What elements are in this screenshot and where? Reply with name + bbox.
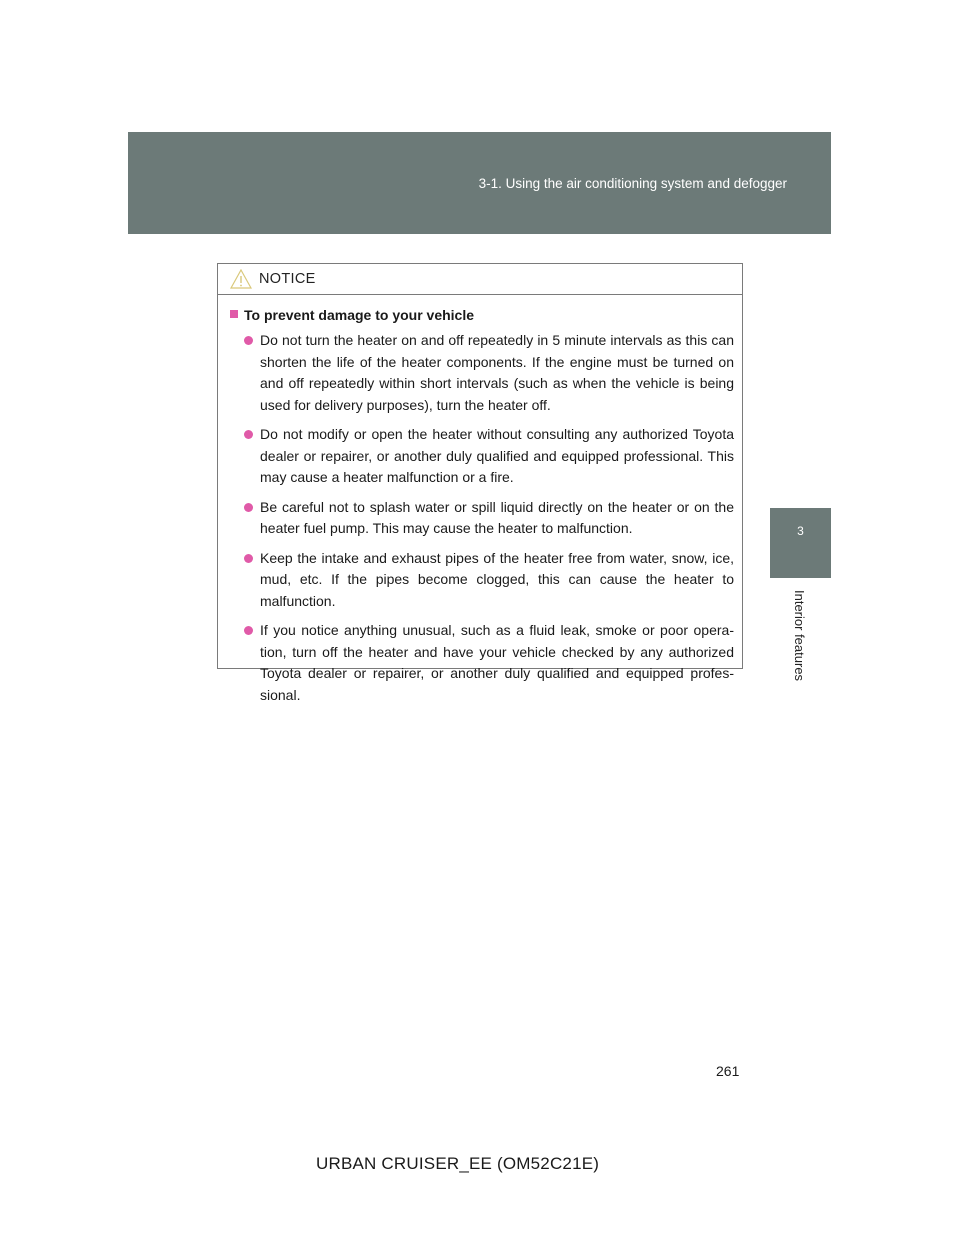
dot-bullet-icon	[244, 430, 253, 439]
chapter-tab	[770, 508, 831, 578]
notice-header	[218, 264, 742, 295]
chapter-number: 3	[797, 524, 804, 538]
notice-body	[218, 295, 742, 706]
chapter-label-text: Interior features	[792, 590, 807, 682]
notice-subheading	[230, 307, 734, 323]
dot-bullet-icon	[244, 626, 253, 635]
bullet-text: Be careful not to splash water or spill liquid directly on the heater or on the heater fuel pump. This may cause the heater to malfunction.	[260, 498, 734, 536]
notice-bullet	[230, 330, 734, 416]
dot-bullet-icon	[244, 503, 253, 512]
dot-bullet-icon	[244, 336, 253, 345]
page-number: 261	[716, 1063, 740, 1079]
notice-bullet	[230, 497, 734, 540]
notice-bullet	[230, 548, 734, 613]
warning-icon	[230, 269, 252, 289]
notice-bullet	[230, 424, 734, 489]
notice-title: NOTICE	[259, 271, 316, 287]
bullet-text: If you notice anything unusual, such as a fluid leak, smoke or poor opera-tion, turn off the heater and have your vehicle checked by any authorized Toyota dealer or repairer, or another duly qualified and equipped profes-sional.	[260, 622, 734, 703]
bullet-text: Keep the intake and exhaust pipes of the heater free from water, snow, ice, mud, etc. If the pipes become clogged, this can cause the heater to malfunction.	[260, 549, 734, 609]
section-title: 3-1. Using the air conditioning system and defogger	[478, 176, 787, 191]
subheading-text: To prevent damage to your vehicle	[244, 307, 475, 323]
footer-model: URBAN CRUISER_EE (OM52C21E)	[316, 1154, 600, 1173]
chapter-label	[792, 590, 812, 700]
header-band	[128, 132, 831, 234]
notice-bullet	[230, 620, 734, 706]
bullet-text: Do not turn the heater on and off repeatedly in 5 minute intervals as this can shorten the life of the heater components. If the engine must be turned on and off repeatedly within short intervals (such as when the vehicle is being used for delivery purposes), turn the heater off.	[260, 332, 734, 413]
notice-box	[217, 263, 743, 703]
bullet-text: Do not modify or open the heater without consulting any authorized Toyota dealer or repairer, or another duly qualified and equipped professional. This may cause a heater malfunction or a fire.	[260, 426, 734, 485]
dot-bullet-icon	[244, 554, 253, 563]
square-bullet-icon	[230, 310, 238, 318]
